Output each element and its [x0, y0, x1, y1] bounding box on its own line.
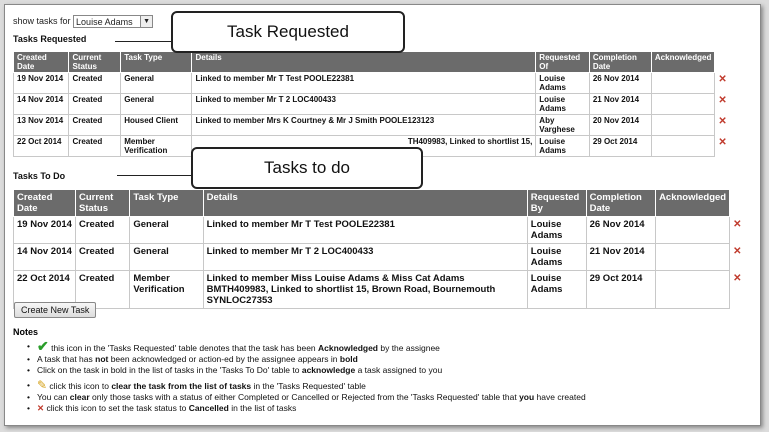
cell-acknowledged [651, 94, 714, 115]
cell-details[interactable]: TH409983, Linked to shortlist 15, [192, 136, 536, 157]
note-text: this icon in the 'Tasks Requested' table denotes that the task has been [48, 343, 319, 353]
col-details[interactable]: Details [192, 52, 536, 73]
table-row[interactable] [14, 73, 736, 94]
cell-status: Created [69, 136, 121, 157]
col-current-status[interactable]: Current Status [75, 190, 129, 217]
cell-acknowledged [656, 271, 730, 309]
cancel-x-icon[interactable]: ✕ [718, 73, 727, 85]
note-bold: Acknowledged [318, 343, 378, 353]
note-text: in the list of tasks [228, 403, 297, 413]
cell-requested-of: Louise Adams [536, 73, 590, 94]
cell-type: General [130, 244, 203, 271]
callout-task-requested: Task Requested [171, 11, 405, 53]
cancel-cell [730, 217, 749, 244]
cell-completion: 29 Oct 2014 [586, 271, 655, 309]
note-bold: you [519, 392, 535, 402]
note-text: click this icon to set the task status to [44, 403, 189, 413]
col-completion-date[interactable]: Completion Date [586, 190, 655, 217]
cell-created: 22 Oct 2014 [14, 136, 69, 157]
cell-acknowledged [651, 136, 714, 157]
note-bold: clear [69, 392, 90, 402]
cell-status: Created [75, 271, 129, 309]
tasks-todo-table [13, 189, 749, 309]
cell-completion: 26 Nov 2014 [586, 217, 655, 244]
note-text: A task that has [37, 354, 96, 364]
cell-requested-by: Louise Adams [527, 244, 586, 271]
cell-completion: 20 Nov 2014 [589, 115, 651, 136]
cell-created: 13 Nov 2014 [14, 115, 69, 136]
col-details[interactable]: Details [203, 190, 527, 217]
note-item [27, 354, 586, 365]
cell-details[interactable]: Linked to member Mr T 2 LOC400433 [203, 244, 527, 271]
cell-created: 19 Nov 2014 [14, 217, 76, 244]
cell-type: General [121, 73, 192, 94]
cancel-cell [715, 115, 736, 136]
create-new-task-button[interactable]: Create New Task [14, 302, 96, 318]
note-item [27, 338, 586, 354]
col-spacer [730, 190, 749, 217]
cancel-x-icon[interactable]: ✕ [733, 272, 742, 284]
note-text: Click on the task in bold in the list of tasks in the 'Tasks To Do' table to [37, 365, 302, 375]
check-icon: ✔ [37, 338, 49, 354]
cell-type: Member Verification [130, 271, 203, 309]
note-text: in the 'Tasks Requested' table [251, 381, 366, 391]
note-bold: acknowledge [301, 365, 356, 375]
table-row[interactable] [14, 217, 749, 244]
note-item [27, 365, 586, 376]
note-text: click this icon to [47, 381, 112, 391]
cell-created: 14 Nov 2014 [14, 244, 76, 271]
table-row[interactable] [14, 244, 749, 271]
assignee-select-value: Louise Adams [76, 17, 133, 27]
col-task-type[interactable]: Task Type [121, 52, 192, 73]
callout-tasks-to-do: Tasks to do [191, 147, 423, 189]
clear-pencil-icon: ✎ [37, 378, 48, 392]
cell-type: Member Verification [121, 136, 192, 157]
cell-requested-of: Louise Adams [536, 94, 590, 115]
task-page [4, 4, 761, 426]
table-header-row [14, 190, 749, 217]
tasks-requested-table [13, 51, 736, 157]
col-created-date[interactable]: Created Date [14, 190, 76, 217]
cancel-cell [715, 94, 736, 115]
note-text: only those tasks with a status of either Completed or Cancelled or Rejected from the 'Tasks Requested' table that [89, 392, 520, 402]
filter-bar [13, 15, 153, 28]
cell-acknowledged [651, 115, 714, 136]
callout-pointer [117, 175, 193, 176]
cancel-x-icon[interactable]: ✕ [718, 136, 727, 148]
cell-status: Created [69, 94, 121, 115]
cell-acknowledged [651, 73, 714, 94]
cell-completion: 26 Nov 2014 [589, 73, 651, 94]
cell-completion: 21 Nov 2014 [589, 94, 651, 115]
cell-details[interactable]: Linked to member Mrs K Courtney & Mr J Smith POOLE123123 [192, 115, 536, 136]
cell-created: 19 Nov 2014 [14, 73, 69, 94]
note-text: by the assignee [378, 343, 440, 353]
cancel-x-icon[interactable]: ✕ [733, 245, 742, 257]
tasks-todo-title: Tasks To Do [13, 171, 66, 181]
note-bold: clear the task from the list of tasks [111, 381, 252, 391]
cell-completion: 29 Oct 2014 [589, 136, 651, 157]
note-text: been acknowledged or action-ed by the assignee appears in [108, 354, 340, 364]
cell-details[interactable]: Linked to member Mr T Test POOLE22381 [192, 73, 536, 94]
cell-type: General [121, 94, 192, 115]
col-acknowledged[interactable]: Acknowledged [656, 190, 730, 217]
cell-details[interactable]: Linked to member Miss Louise Adams & Miss Cat Adams BMTH409983, Linked to shortlist 15, Brown Road, Bournemouth SYNLOC27353 [203, 271, 527, 309]
note-bold: bold [339, 354, 358, 364]
cancel-cell [715, 73, 736, 94]
col-spacer [715, 52, 736, 73]
note-item [27, 392, 586, 403]
tasks-requested-title: Tasks Requested [13, 34, 87, 44]
note-bold: not [95, 354, 109, 364]
cell-created: 22 Oct 2014 [14, 271, 76, 309]
cell-details[interactable]: Linked to member Mr T Test POOLE22381 [203, 217, 527, 244]
col-requested-by[interactable]: Requested By [527, 190, 586, 217]
table-row[interactable] [14, 94, 736, 115]
col-requested-of[interactable]: Requested Of [536, 52, 590, 73]
notes-title: Notes [13, 327, 39, 337]
table-row[interactable] [14, 271, 749, 309]
cancel-x-icon[interactable]: ✕ [718, 115, 727, 127]
table-header-row [14, 52, 736, 73]
col-acknowledged[interactable]: Acknowledged [651, 52, 714, 73]
cell-status: Created [75, 217, 129, 244]
col-created-date[interactable]: Created Date [14, 52, 69, 73]
cell-completion: 21 Nov 2014 [586, 244, 655, 271]
cancel-x-icon: ✕ [37, 403, 45, 413]
table-row[interactable] [14, 115, 736, 136]
cell-acknowledged [656, 244, 730, 271]
col-task-type[interactable]: Task Type [130, 190, 203, 217]
cell-requested-of: Louise Adams [536, 136, 590, 157]
col-completion-date[interactable]: Completion Date [589, 52, 651, 73]
note-text: You can [37, 392, 70, 402]
cell-status: Created [69, 115, 121, 136]
cancel-cell [730, 244, 749, 271]
cell-acknowledged [656, 217, 730, 244]
cell-requested-by: Louise Adams [527, 217, 586, 244]
note-text: have created [534, 392, 586, 402]
cancel-x-icon[interactable]: ✕ [733, 218, 742, 230]
chevron-down-icon[interactable]: ▼ [140, 16, 152, 27]
cell-details[interactable]: Linked to member Mr T 2 LOC400433 [192, 94, 536, 115]
cancel-x-icon[interactable]: ✕ [718, 94, 727, 106]
note-text: a task assigned to you [355, 365, 443, 375]
note-bold: Cancelled [188, 403, 229, 413]
cancel-cell [715, 136, 736, 157]
cell-type: Housed Client [121, 115, 192, 136]
cell-type: General [130, 217, 203, 244]
cancel-cell [730, 271, 749, 309]
note-item [27, 380, 586, 392]
note-item [27, 403, 586, 414]
cell-requested-by: Louise Adams [527, 271, 586, 309]
cell-status: Created [75, 244, 129, 271]
cell-status: Created [69, 73, 121, 94]
notes-list [27, 338, 586, 414]
callout-pointer [115, 41, 173, 42]
col-current-status[interactable]: Current Status [69, 52, 121, 73]
assignee-select[interactable] [73, 15, 153, 28]
cell-created: 14 Nov 2014 [14, 94, 69, 115]
filter-label: show tasks for [13, 15, 71, 26]
cell-requested-of: Aby Varghese [536, 115, 590, 136]
